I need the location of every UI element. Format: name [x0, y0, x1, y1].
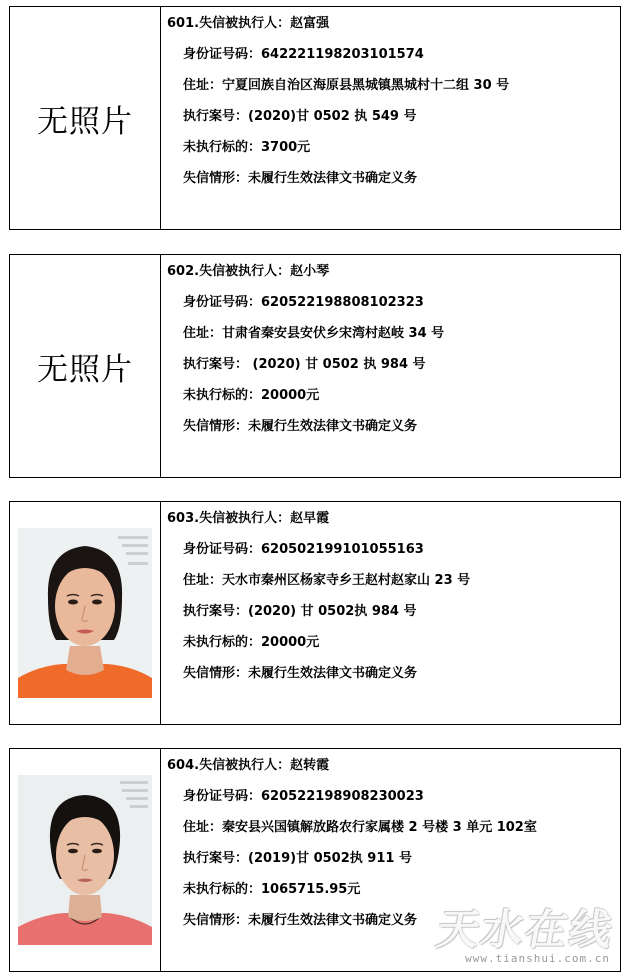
id-number: 身份证号码：642221198203101574	[183, 47, 424, 62]
unexecuted-amount: 未执行标的：20000元	[183, 635, 320, 650]
address: 住址：甘肃省秦安县安伏乡宋湾村赵岐 34 号	[183, 326, 445, 341]
address: 住址：天水市秦州区杨家寺乡王赵村赵家山 23 号	[183, 573, 471, 588]
no-photo-label: 无照片	[37, 103, 133, 140]
case-number: 执行案号：(2019)甘 0502执 911 号	[183, 851, 412, 866]
default-situation: 失信情形：未履行生效法律文书确定义务	[183, 913, 418, 928]
case-number: 执行案号： (2020) 甘 0502 执 984 号	[183, 357, 426, 372]
id-number: 身份证号码：620502199101055163	[183, 542, 424, 557]
id-number: 身份证号码：620522198808102323	[183, 295, 424, 310]
photo-cell	[10, 749, 161, 971]
case-number: 执行案号：(2020)甘 0502 执 549 号	[183, 109, 417, 124]
no-photo-label: 无照片	[37, 351, 133, 388]
record-604	[9, 748, 621, 972]
record-title: 601.失信被执行人：赵富强	[167, 16, 330, 31]
record-title: 602.失信被执行人：赵小琴	[167, 264, 330, 279]
portrait-603	[18, 528, 152, 698]
address: 住址：秦安县兴国镇解放路农行家属楼 2 号楼 3 单元 102室	[183, 820, 537, 835]
watermark-url: www.tianshui.com.cn	[465, 952, 610, 965]
unexecuted-amount: 未执行标的：3700元	[183, 140, 311, 155]
record-info	[167, 261, 614, 447]
id-number: 身份证号码：620522198908230023	[183, 789, 424, 804]
default-situation: 失信情形：未履行生效法律文书确定义务	[183, 666, 418, 681]
watermark-logo-text: 天水在线	[433, 905, 618, 954]
unexecuted-amount: 未执行标的：1065715.95元	[183, 882, 361, 897]
photo-cell	[10, 502, 161, 724]
record-601	[9, 6, 621, 230]
case-number: 执行案号：(2020) 甘 0502执 984 号	[183, 604, 417, 619]
record-603	[9, 501, 621, 725]
record-title: 603.失信被执行人：赵早霞	[167, 511, 330, 526]
record-info	[167, 755, 614, 941]
record-info	[167, 13, 614, 199]
portrait-photo	[18, 775, 152, 945]
unexecuted-amount: 未执行标的：20000元	[183, 388, 320, 403]
portrait-photo	[18, 528, 152, 698]
photo-cell	[10, 255, 161, 477]
default-situation: 失信情形：未履行生效法律文书确定义务	[183, 419, 418, 434]
default-situation: 失信情形：未履行生效法律文书确定义务	[183, 171, 418, 186]
photo-cell	[10, 7, 161, 229]
record-title: 604.失信被执行人：赵转霞	[167, 758, 330, 773]
record-info	[167, 508, 614, 694]
address: 住址：宁夏回族自治区海原县黑城镇黑城村十二组 30 号	[183, 78, 510, 93]
portrait-604	[18, 775, 152, 945]
record-602	[9, 254, 621, 478]
